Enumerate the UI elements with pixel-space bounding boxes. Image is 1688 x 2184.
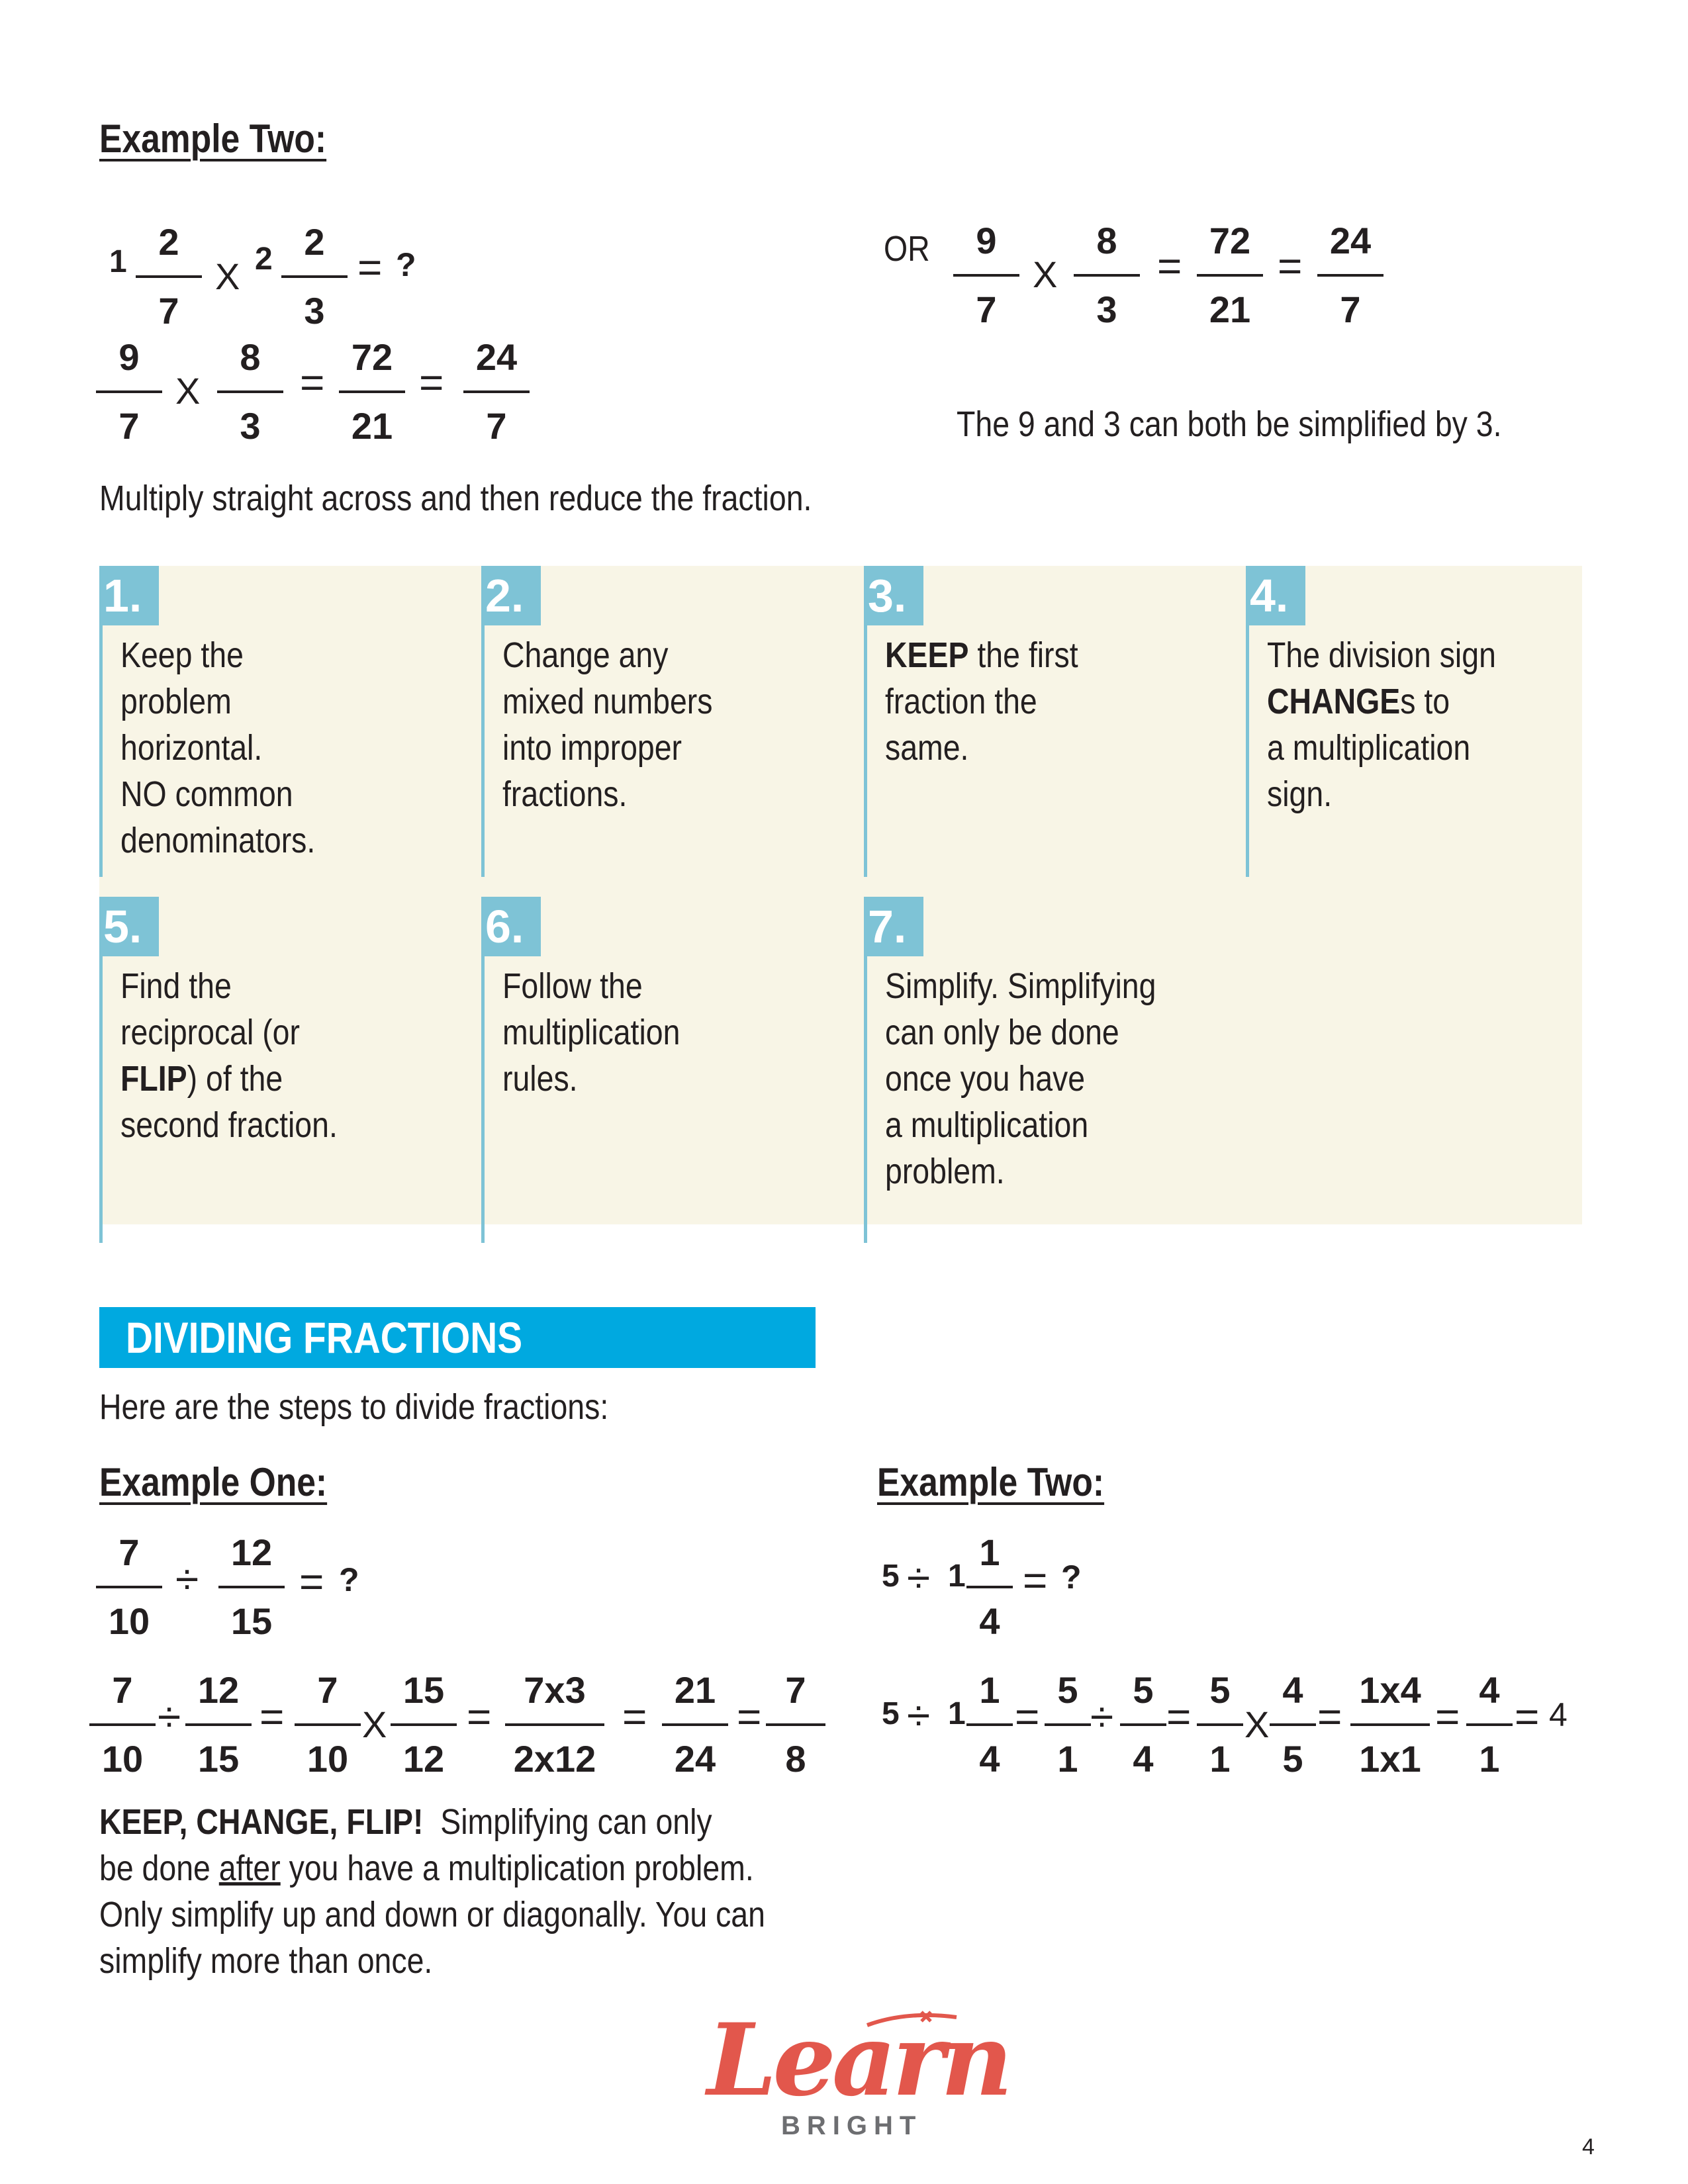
denominator: 15 [197, 1738, 240, 1780]
step-line: fraction the [885, 682, 1037, 721]
numerator: 1 [979, 1531, 1000, 1573]
logo-word: Learn [707, 2002, 1009, 2118]
numerator: 21 [674, 1669, 716, 1711]
numerator: 9 [976, 220, 997, 261]
denominator: 1 [1057, 1738, 1078, 1780]
step-line: multiplication [502, 1013, 680, 1052]
step-line: Change any [502, 635, 669, 675]
step-number-badge: 4. [1246, 566, 1305, 625]
step-line: NO common [120, 774, 293, 814]
denominator: 7 [976, 289, 997, 330]
fraction [1270, 1669, 1316, 1780]
denominator: 1 [1479, 1738, 1500, 1780]
numerator: 72 [351, 336, 393, 378]
step-line-rest: ) of the [187, 1059, 283, 1099]
step-line: Follow the [502, 966, 643, 1006]
fraction-bar [1045, 1723, 1091, 1726]
times-sign: X [1033, 253, 1058, 295]
denominator: 7 [158, 290, 179, 332]
numerator: 8 [1096, 220, 1117, 261]
learn-bright-logo [702, 1997, 1009, 2144]
fraction [1045, 1669, 1091, 1780]
example-one-heading: Example One: [99, 1460, 328, 1504]
example-two-heading-div: Example Two: [877, 1460, 1105, 1504]
step-number-badge: 6. [481, 897, 541, 956]
note-line: Only simplify up and down or diagonally. You can [99, 1895, 765, 1934]
keep-bold: KEEP [885, 635, 969, 675]
numerator: 5 [1133, 1669, 1154, 1711]
equals-sign: = [1515, 1693, 1540, 1741]
equals-sign: = [357, 244, 383, 291]
numerator: 7x3 [524, 1669, 586, 1711]
step-line: denominators. [120, 821, 316, 860]
whole-number: 1 [948, 1696, 966, 1731]
fraction-bar [966, 1723, 1013, 1726]
step-line: problem. [885, 1152, 1005, 1191]
result: 4 [1549, 1696, 1568, 1733]
denominator: 24 [674, 1738, 716, 1780]
question-mark: ? [396, 246, 416, 283]
divide-intro: Here are the steps to divide fractions: [99, 1387, 609, 1427]
numerator: 1x4 [1359, 1669, 1421, 1711]
divide-sign: ÷ [175, 1555, 199, 1603]
whole-number: 2 [255, 242, 273, 277]
fraction-bar [1466, 1723, 1513, 1726]
fraction [1197, 1669, 1243, 1780]
step-number-badge: 5. [99, 897, 159, 956]
step-line: Keep the [120, 635, 244, 675]
multiply-instruction: Multiply straight across and then reduce the fraction. [99, 478, 812, 518]
divide-sign: ÷ [907, 1692, 931, 1739]
times-sign: X [175, 370, 201, 412]
denominator: 10 [108, 1600, 150, 1642]
numerator: 5 [1209, 1669, 1231, 1711]
whole-number: 5 [882, 1696, 900, 1731]
step-line: a multiplication [1267, 728, 1471, 768]
equals-sign: = [1023, 1557, 1048, 1604]
after-underlined: after [218, 1848, 281, 1888]
numerator: 12 [230, 1531, 273, 1573]
divide-sign: ÷ [907, 1554, 931, 1602]
denominator: 3 [240, 405, 261, 447]
equals-sign: = [419, 359, 444, 406]
kcf-bold: KEEP, CHANGE, FLIP! [99, 1802, 424, 1842]
divide-sign: ÷ [1090, 1693, 1114, 1741]
denominator: 3 [304, 290, 325, 332]
step-line: Simplify. Simplifying [885, 966, 1156, 1006]
page-number: 4 [1582, 2134, 1595, 2160]
note-rest: Simplifying can only [423, 1802, 712, 1842]
step-number-badge: 2. [481, 566, 541, 625]
numerator: 72 [1209, 220, 1251, 261]
denominator: 15 [230, 1600, 273, 1642]
step-line: into improper [502, 728, 682, 768]
numerator: 4 [1479, 1669, 1500, 1711]
numerator: 4 [1282, 1669, 1303, 1711]
step-line: fractions. [502, 774, 628, 814]
step-number-badge: 7. [864, 897, 923, 956]
logo-sub: BRIGHT [781, 2111, 923, 2140]
fraction [1350, 1669, 1430, 1780]
step-line: can only be done [885, 1013, 1119, 1052]
step-line: same. [885, 728, 969, 768]
equals-sign: = [1166, 1693, 1192, 1741]
step-line: Find the [120, 966, 232, 1006]
denominator: 7 [118, 405, 140, 447]
denominator: 8 [785, 1738, 806, 1780]
denominator: 21 [351, 405, 393, 447]
step-line: horizontal. [120, 728, 263, 768]
numerator: 7 [317, 1669, 338, 1711]
or-label: OR [884, 229, 930, 269]
step-line: sign. [1267, 774, 1333, 814]
denominator: 12 [402, 1738, 445, 1780]
numerator: 5 [1057, 1669, 1078, 1711]
step-line: The division sign [1267, 635, 1496, 675]
note-line [99, 1845, 765, 1891]
step-line: once you have [885, 1059, 1086, 1099]
step-line: rules. [502, 1059, 578, 1099]
step-line: second fraction. [120, 1105, 338, 1145]
whole-number: 1 [109, 244, 127, 279]
equals-sign: = [259, 1693, 285, 1741]
section-title: DIVIDING FRACTIONS [126, 1313, 523, 1362]
flip-bold: FLIP [120, 1059, 187, 1099]
numerator: 24 [475, 336, 518, 378]
equals-sign: = [1317, 1693, 1342, 1741]
equals-sign: = [1278, 242, 1303, 290]
times-sign: X [215, 255, 240, 297]
denominator: 1 [1209, 1738, 1231, 1780]
times-sign: X [1244, 1704, 1270, 1745]
fraction-bar [1120, 1723, 1166, 1726]
denominator: 10 [101, 1738, 144, 1780]
fraction-bar [1270, 1723, 1316, 1726]
numerator: 7 [785, 1669, 806, 1711]
numerator: 7 [118, 1531, 140, 1573]
whole-number: 5 [882, 1559, 900, 1594]
step-line: problem [120, 682, 232, 721]
denominator: 1x1 [1359, 1738, 1421, 1780]
step-line: a multiplication [885, 1105, 1089, 1145]
question-mark: ? [1061, 1559, 1082, 1596]
numerator: 2 [158, 221, 179, 263]
equals-sign: = [1015, 1693, 1040, 1741]
note-part: you have a multiplication problem. [280, 1848, 754, 1888]
denominator: 7 [1340, 289, 1361, 330]
fraction-bar [1197, 1723, 1243, 1726]
fraction [966, 1669, 1013, 1780]
denominator: 10 [306, 1738, 349, 1780]
divide-sign: ÷ [158, 1693, 181, 1741]
denominator: 5 [1282, 1738, 1303, 1780]
denominator: 4 [979, 1600, 1000, 1642]
denominator: 2x12 [513, 1738, 596, 1780]
denominator: 21 [1209, 289, 1251, 330]
denominator: 3 [1096, 289, 1117, 330]
equals-sign: = [1435, 1693, 1460, 1741]
equals-sign: = [467, 1693, 492, 1741]
fraction [1120, 1669, 1166, 1780]
example-two-heading: Example Two: [99, 116, 327, 161]
whole-number: 1 [948, 1559, 966, 1594]
step-number-badge: 3. [864, 566, 923, 625]
numerator: 9 [118, 336, 140, 378]
equals-sign: = [1157, 242, 1182, 290]
denominator: 4 [979, 1738, 1000, 1780]
question-mark: ? [339, 1561, 359, 1598]
step-line: mixed numbers [502, 682, 713, 721]
simplify-note: The 9 and 3 can both be simplified by 3. [957, 404, 1502, 444]
step-line-rest: s to [1400, 682, 1450, 721]
note-part: be done [99, 1848, 219, 1888]
equals-sign: = [300, 359, 325, 406]
fraction [1466, 1669, 1513, 1780]
equals-sign: = [737, 1693, 762, 1741]
kcf-note [99, 1799, 765, 1984]
numerator: 24 [1329, 220, 1372, 261]
numerator: 2 [304, 221, 325, 263]
denominator: 4 [1133, 1738, 1154, 1780]
step-line: reciprocal (or [120, 1013, 300, 1052]
numerator: 1 [979, 1669, 1000, 1711]
change-bold: CHANGE [1267, 682, 1401, 721]
note-line [99, 1799, 765, 1845]
equals-sign: = [622, 1693, 647, 1741]
numerator: 8 [240, 336, 261, 378]
numerator: 7 [112, 1669, 133, 1711]
note-line: simplify more than once. [99, 1941, 433, 1981]
times-sign: X [362, 1704, 387, 1745]
equals-sign: = [299, 1558, 324, 1606]
step-line-rest: the first [968, 635, 1078, 675]
denominator: 7 [486, 405, 507, 447]
fraction-bar [1350, 1723, 1430, 1726]
step-number-badge: 1. [99, 566, 159, 625]
numerator: 15 [402, 1669, 445, 1711]
numerator: 12 [197, 1669, 240, 1711]
